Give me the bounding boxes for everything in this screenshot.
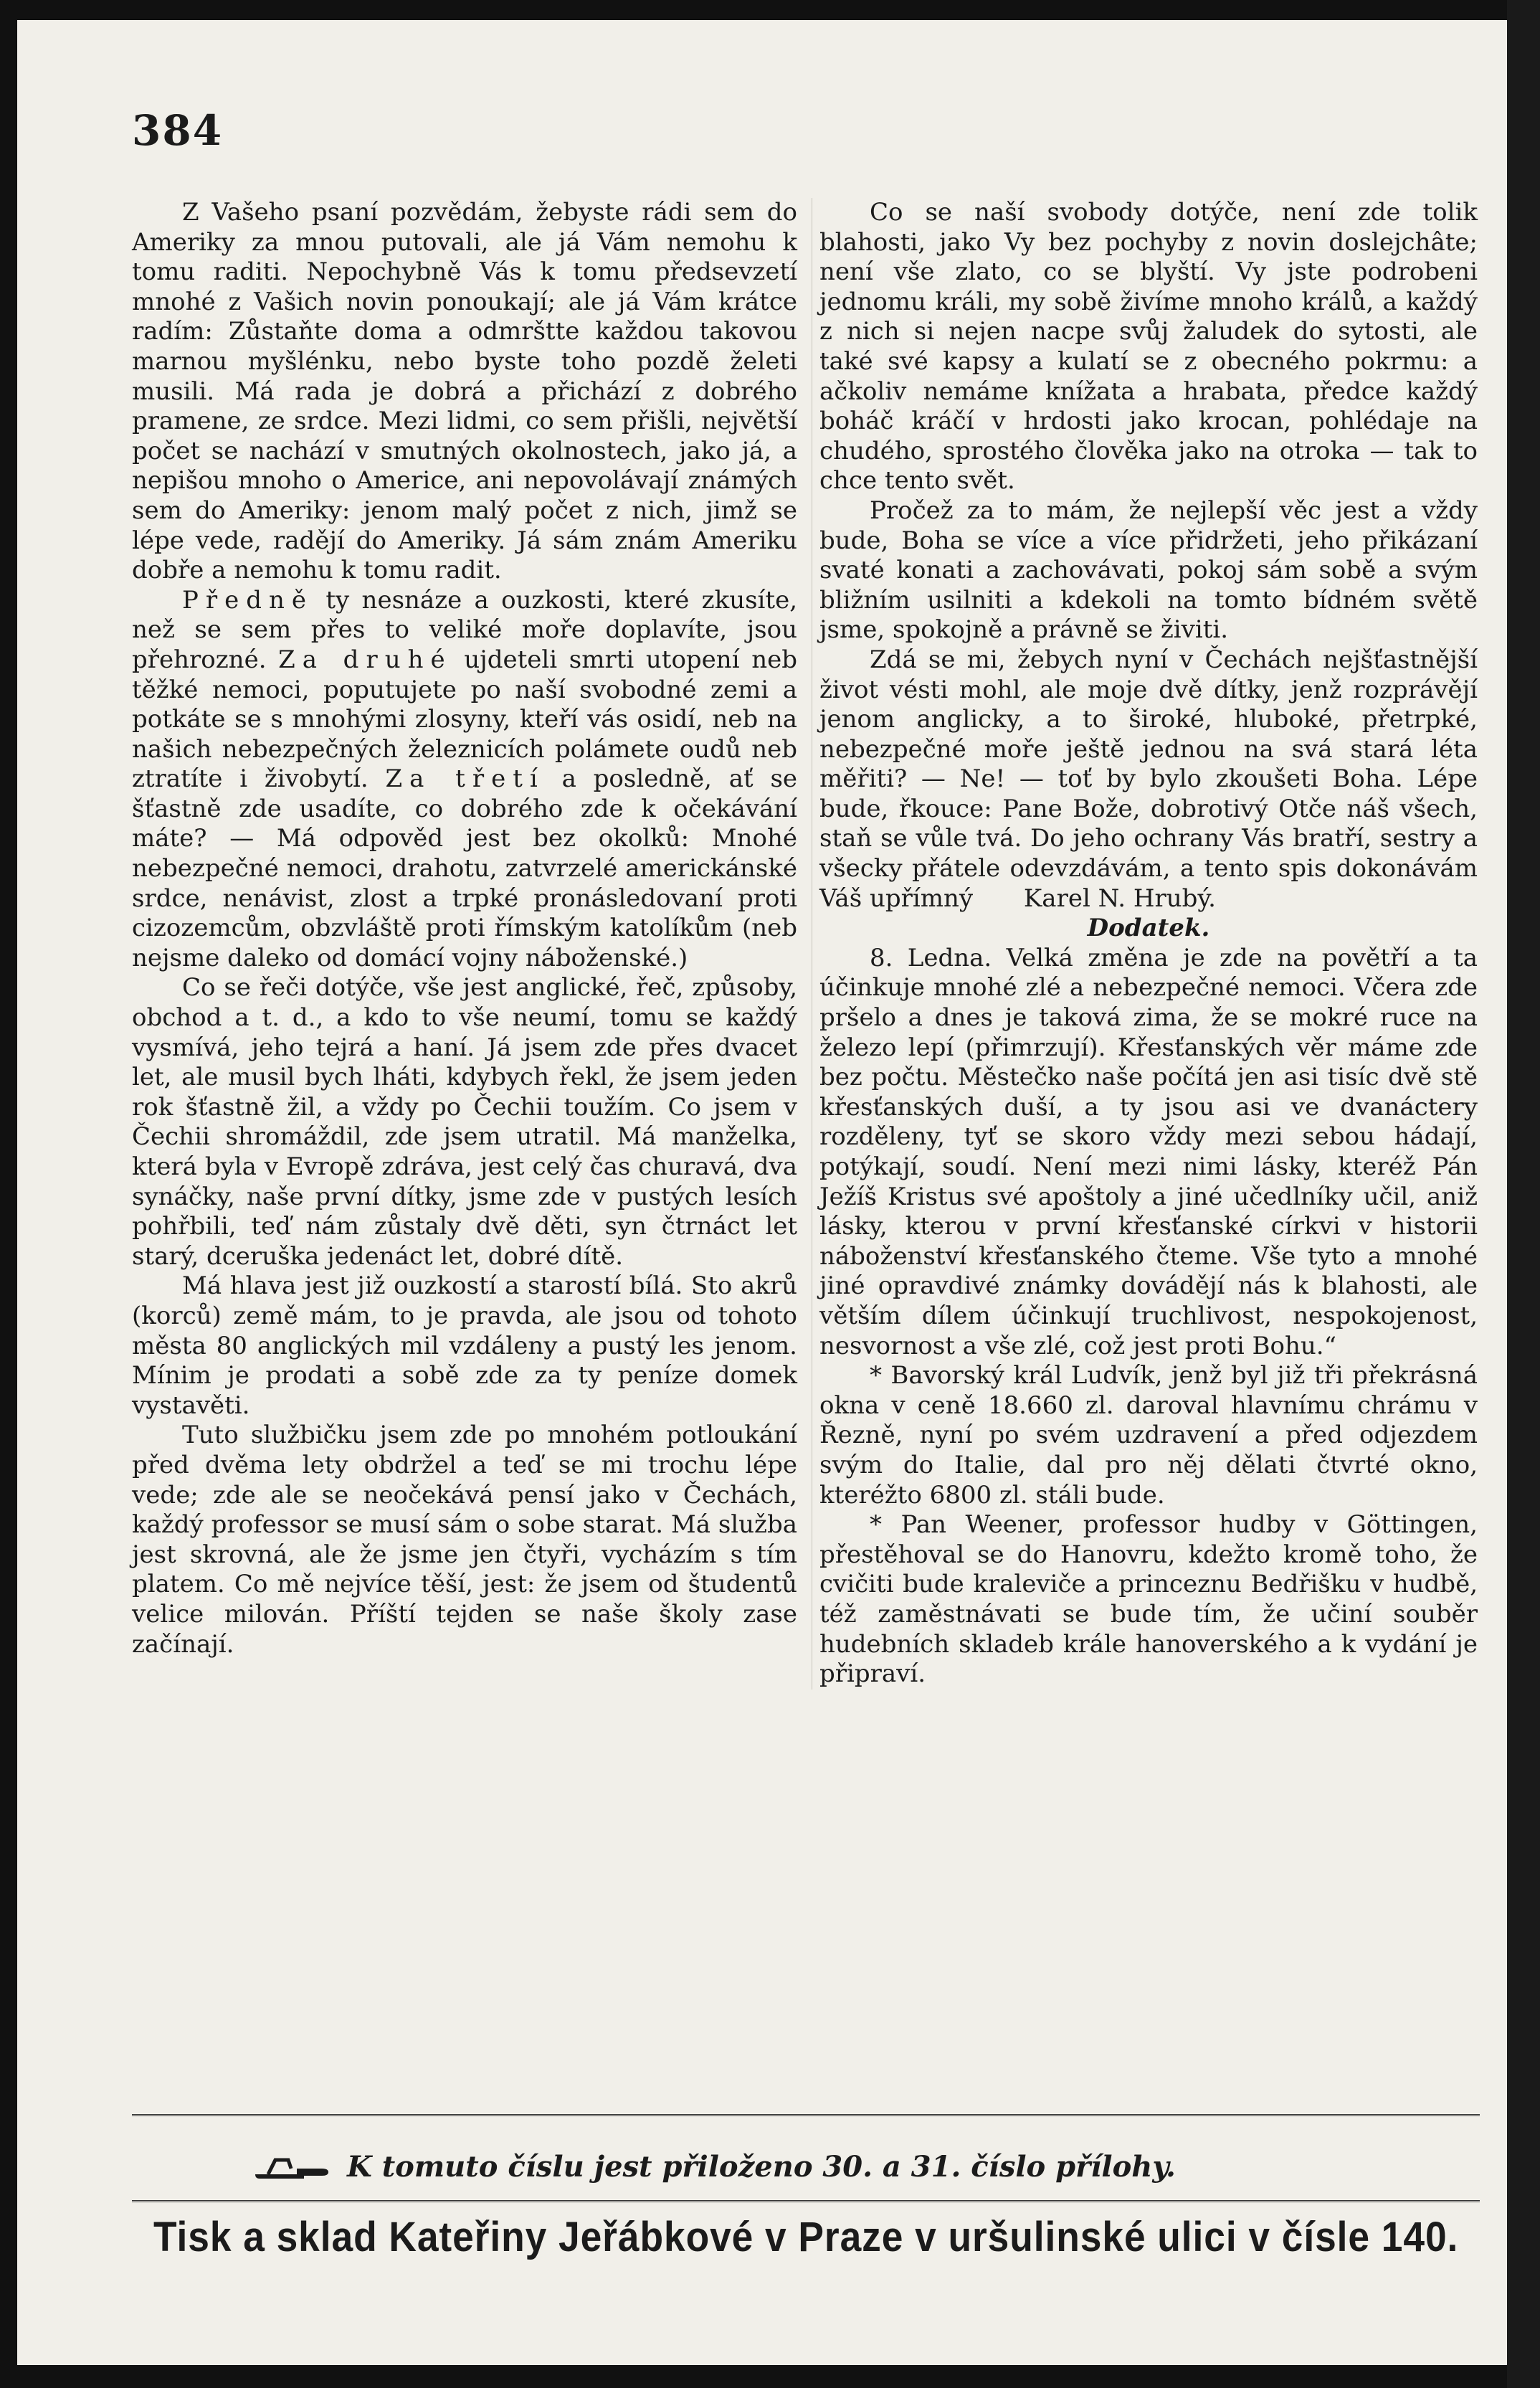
printer-imprint: Tisk a sklad Kateřiny Jeřábkové v Praze v uršulinské ulici v čísle 140. xyxy=(153,2214,1459,2260)
left-paragraph-2-part-c: a posledně, ať se šťastně zde usadíte, co dobrého zde k očekávání máte? — Má odpověd jest bez okolků: Mnohé nebezpečné nemoci, drahotu, zatvrzelé americkánské srdce, nenávist, zlost a trpké pronásledovaní proti cizozemcům, obzvláště proti římským katolíkům (neb nejsme daleko od domácí vojny náboženské.) xyxy=(132,764,798,972)
left-paragraph-2 xyxy=(132,586,797,974)
right-paragraph-3-text: Zdá se mi, žebych nyní v Čechách nejšťastnější život vésti mohl, ale moje dvě dítky, jenž rozprávějí jenom anglicky, a to široké, hluboké, přetrpké, nebezpečné moře ještě jednou na svá stará léta měřiti? — Ne! — toť by bylo zkoušeti Boha. Lépe bude, řkouce: Pane Bože, dobrotivý Otče náš všech, staň se vůle tvá. Do jeho ochrany Vás bratří, sestry a všecky přátele odevzdávám, a tento spis dokonávám Váš upřímný xyxy=(819,645,1478,913)
supplement-notice xyxy=(254,2150,1258,2184)
left-paragraph-4: Má hlava jest již ouzkostí a starostí bílá. Sto akrů (korců) země mám, to je pravda, ale jsou od tohoto města 80 anglických mil vzdáleny a pustý les jenom. Mínim je prodati a sobě zde za ty peníze domek vystavěti. xyxy=(132,1271,797,1420)
supplement-notice-text: K tomuto číslu jest přiloženo 30. a 31. číslo přílohy. xyxy=(347,2150,1176,2184)
left-paragraph-1: Z Vašeho psaní pozvědám, žebyste rádi sem do Ameriky za mnou putovali, ale já Vám nemohu k tomu raditi. Nepochybně Vás k tomu předsevzetí mnohé z Vašich novin ponoukají; ale já Vám krátce radím: Zůstaňte doma a odmrštte každou takovou marnou myšlénku, nebo byste toho pozdě želeti musili. Má rada je dobrá a přichází z dobrého pramene, ze srdce. Mezi lidmi, co sem přišli, největší počet se nachází v smutných okolnostech, jako já, a nepišou mnoho o Americe, ani nepovolávají známých sem do Ameriky: jenom malý počet z nich, jimž se lépe vede, radějí do Ameriky. Já sám znám Ameriku dobře a nemohu k tomu radit. xyxy=(132,198,797,585)
right-paragraph-4: 8. Ledna. Velká změna je zde na povětří a ta účinkuje mnohé zlé a nebezpečné nemoci. Včera zde pršelo a dnes je taková zima, že se mokré ruce na železo lepí (přimrzují). Křesťanských věr máme zde bez počtu. Městečko naše počítá jen asi tisíc dvě stě křesťanských duší, a ty jsou asi ve dvanáctery rozděleny, tyť se skoro vždy mezi sebou hádají, potýkají, soudí. Není mezi nimi lásky, kteréž Pán Ježíš Kristus své apoštoly a jiné učedlníky učil, aniž lásky, kterou v první křesťanské církvi v historii náboženství křesťanského čteme. Vše tyto a mnohé jiné opravdivé známky dovádějí nás k blahosti, ale větším dílem účinkují truchlivost, nespokojenost, nesvornost a vše zlé, což jest proti Bohu.“ xyxy=(819,943,1478,1360)
right-paragraph-3 xyxy=(819,645,1478,914)
page-number: 384 xyxy=(132,106,224,155)
left-column xyxy=(132,198,797,1659)
divider-rule-top xyxy=(132,2114,1480,2116)
emphasis-predne: Předně xyxy=(182,585,314,615)
pointing-hand-icon xyxy=(254,2153,333,2181)
newspaper-page xyxy=(17,20,1507,2365)
emphasis-za-treti: Za třetí xyxy=(385,764,545,794)
section-heading-dodatek: Dodatek. xyxy=(1087,914,1210,943)
left-paragraph-2-part-a: ty nesnáze a ouzkosti, které zkusíte, než se sem přes to veliké moře doplavíte, jsou přehrozné. xyxy=(132,585,797,674)
divider-rule-bottom xyxy=(132,2200,1480,2202)
left-paragraph-2-part-b: ujdeteli smrti utopení neb těžké nemoci, poputujete po naší svobodné zemi a potkáte se s mnohými zlosyny, kteří vás osidí, neb na našich nebezpečných železnicích polámete oudů neb ztratíte i živobytí. xyxy=(132,645,797,794)
left-paragraph-3: Co se řeči dotýče, vše jest anglické, řeč, způsoby, obchod a t. d., a kdo to vše neumí, tomu se každý vysmívá, jeho tejrá a haní. Já jsem zde přes dvacet let, ale musil bych lháti, kdybych řekl, že jsem jeden rok šťastně žil, a vždy po Čechii toužím. Co jsem v Čechii shromáždil, zde jsem utratil. Má manželka, která byla v Evropě zdráva, jest celý čas churavá, dva synáčky, naše první dítky, jsme zde v pustých lesích pohřbili, teď nám zůstaly dvě děti, syn čtrnáct let starý, dceruška jedenáct let, dobré dítě. xyxy=(132,973,797,1271)
right-paragraph-5: * Bavorský král Ludvík, jenž byl již tři překrásná okna v ceně 18.660 zl. daroval hlavnímu chrámu v Řezně, nyní po svém uzdravení a před odjezdem svým do Italie, dal pro něj dělati čtvrté okno, kteréžto 6800 zl. stáli bude. xyxy=(819,1361,1478,1510)
right-column xyxy=(812,198,1478,1690)
right-paragraph-1: Co se naší svobody dotýče, není zde tolik blahosti, jako Vy bez pochyby z novin doslejchâte; není vše zlato, co se blyští. Vy jste podrobeni jednomu králi, my sobě živíme mnoho králů, a každý z nich si nejen nacpe svůj žaludek do sytosti, ale také své kapsy a kulatí se z obecného pokrmu: a ačkoliv nemáme knížata a hrabata, předce každý boháč kráčí v hrdosti jako krocan, pohlédaje na chudého, sprostého člověka jako na otroka — tak to chce tento svět. xyxy=(819,198,1478,496)
left-paragraph-5: Tuto službičku jsem zde po mnohém potloukání před dvěma lety obdržel a teď se mi trochu lépe vede; zde ale se neočekává pensí jako v Čechách, každý professor se musí sám o sobe starat. Má služba jest skrovná, ale že jsme jen čtyři, vycházím s tím platem. Co mě nejvíce těší, jest: že jsem od študentů velice milován. Příští tejden se naše školy zase začínají. xyxy=(132,1421,797,1659)
page-edge-right xyxy=(1507,0,1540,2388)
emphasis-za-druhe: Za druhé xyxy=(278,645,452,674)
signature: Karel N. Hrubý. xyxy=(1023,883,1216,913)
right-paragraph-2: Pročež za to mám, že nejlepší věc jest a vždy bude, Boha se více a více přidržeti, jeho přikázaní svaté konati a zachovávati, pokoj sám sobě a svým bližním usilniti a kdekoli na tomto bídném světě jsme, spokojně a právně se živiti. xyxy=(819,496,1478,645)
right-paragraph-6: * Pan Weener, professor hudby v Göttingen, přestěhoval se do Hanovru, kdežto kromě toho, že cvičiti bude kraleviče a princeznu Bedřišku v hudbě, též zaměstnávati se bude tím, že učiní souběr hudebních skladeb krále hanoverského a k vydání je připraví. xyxy=(819,1510,1478,1689)
